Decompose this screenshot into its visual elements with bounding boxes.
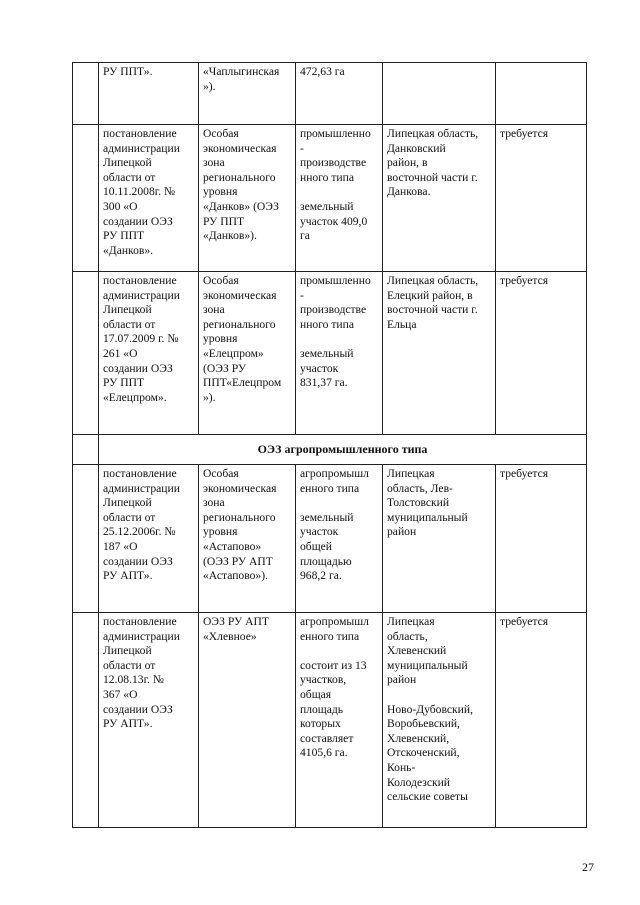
zone-type-cell: промышленно - производстве нного типа земельный участок 831,37 га. — [296, 272, 383, 435]
status-cell: требуется — [496, 125, 587, 272]
location-cell — [383, 63, 496, 125]
location-cell: Липецкая область, Лев- Толстовский муниципальный район — [383, 465, 496, 613]
section-title: ОЭЗ агропромышленного типа — [99, 435, 587, 465]
table-row — [73, 465, 587, 613]
document-cell: РУ ППТ». — [99, 63, 199, 125]
status-cell: требуется — [496, 613, 587, 828]
index-cell — [73, 125, 99, 272]
location-cell: Липецкая область, Елецкий район, в восточной части г. Ельца — [383, 272, 496, 435]
zone-type-cell: 472,63 га — [296, 63, 383, 125]
zone-name-cell: Особая экономическая зона регионального уровня «Данков» (ОЭЗ РУ ППТ «Данков»). — [199, 125, 296, 272]
index-cell — [73, 272, 99, 435]
table-row — [73, 125, 587, 272]
location-cell: Липецкая область, Хлевенский муниципальный район Ново-Дубовский, Воробьевский, Хлевенский, Отскоченский, Конь- Колодезский сельские советы — [383, 613, 496, 828]
zone-name-cell: Особая экономическая зона регионального уровня «Елецпром» (ОЭЗ РУ ППТ«Елецпром »). — [199, 272, 296, 435]
table-row — [73, 613, 587, 828]
zone-name-cell: ОЭЗ РУ АПТ «Хлевное» — [199, 613, 296, 828]
document-cell: постановление администрации Липецкой области от 17.07.2009 г. № 261 «О создании ОЭЗ РУ ППТ «Елецпром». — [99, 272, 199, 435]
location-cell: Липецкая область, Данковский район, в восточной части г. Данкова. — [383, 125, 496, 272]
index-cell — [73, 63, 99, 125]
table-row — [73, 272, 587, 435]
zones-table — [72, 62, 587, 828]
zone-type-cell: промышленно - производстве нного типа земельный участок 409,0 га — [296, 125, 383, 272]
index-cell — [73, 435, 99, 465]
status-cell: требуется — [496, 465, 587, 613]
table-row — [73, 63, 587, 125]
index-cell — [73, 613, 99, 828]
document-cell: постановление администрации Липецкой области от 25.12.2006г. № 187 «О создании ОЭЗ РУ АПТ». — [99, 465, 199, 613]
document-cell: постановление администрации Липецкой области от 10.11.2008г. № 300 «О создании ОЭЗ РУ ППТ «Данков». — [99, 125, 199, 272]
document-cell: постановление администрации Липецкой области от 12.08.13г. № 367 «О создании ОЭЗ РУ АПТ». — [99, 613, 199, 828]
page-number: 27 — [582, 860, 594, 874]
zone-type-cell: агропромышл енного типа земельный участок общей площадью 968,2 га. — [296, 465, 383, 613]
status-cell: требуется — [496, 272, 587, 435]
status-cell — [496, 63, 587, 125]
section-row — [73, 435, 587, 465]
zone-name-cell: «Чаплыгинская »). — [199, 63, 296, 125]
zone-type-cell: агропромышл енного типа состоит из 13 участков, общая площадь которых составляет 4105,6 га. — [296, 613, 383, 828]
zone-name-cell: Особая экономическая зона регионального уровня «Астапово» (ОЭЗ РУ АПТ «Астапово»). — [199, 465, 296, 613]
index-cell — [73, 465, 99, 613]
